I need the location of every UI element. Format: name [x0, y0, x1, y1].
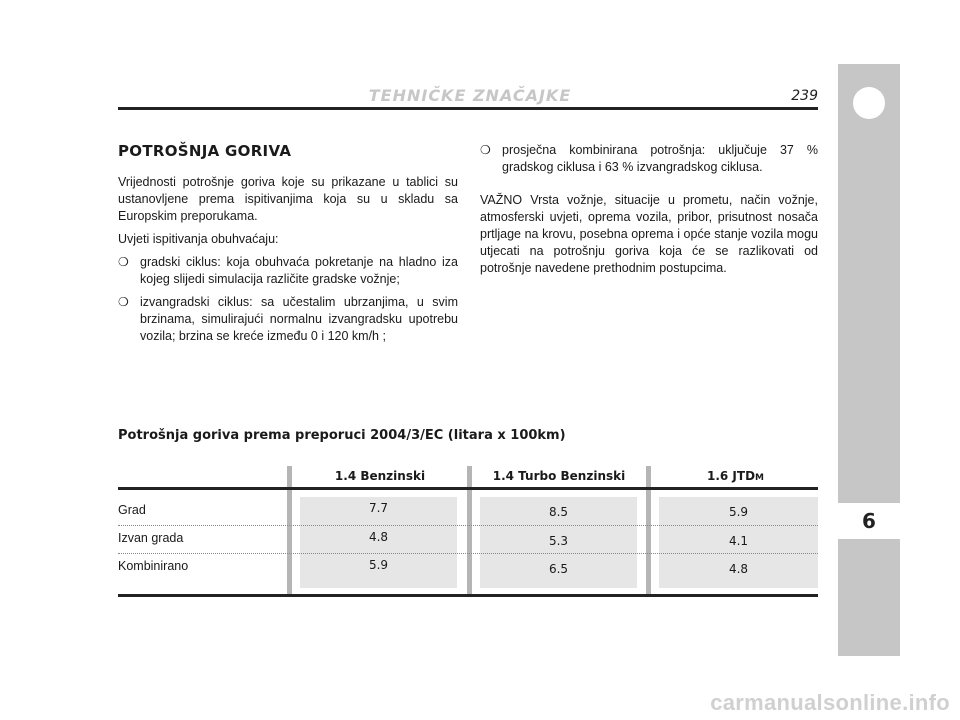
bullet-text: prosječna kombinirana potrošnja: uključuje 37 % gradskog ciklusa i 63 % izvangradskog ciklusa.	[502, 143, 818, 174]
bullet-icon: ❍	[118, 255, 129, 269]
bullet-text: gradski ciklus: koja obuhvaća pokretanje na hladno iza kojeg slijedi simulacija različite gradske vožnje;	[140, 255, 458, 286]
table-cell: 6.5	[548, 562, 569, 576]
column-header-1-4-benzinski	[295, 469, 465, 487]
column-header-1-6-jtdm	[653, 469, 818, 487]
right-column	[480, 142, 818, 283]
table-cell: 5.9	[368, 558, 389, 572]
bullet-item	[118, 254, 458, 288]
chapter-tab-bar	[838, 64, 900, 656]
section-title: TEHNIČKE ZNAČAJKE	[368, 86, 572, 105]
bullet-text: izvangradski ciklus: sa učestalim ubrzanjima, u svim brzinama, simulirajući normalnu izvangradsku upotrebu vozila; brzina se kreće između 0 i 120 km/h ;	[140, 295, 458, 343]
table-cell: 8.5	[548, 505, 569, 519]
bullet-item	[118, 294, 458, 345]
column-header-label: 1.4 Benzinski	[334, 469, 426, 483]
page-number: 239	[791, 88, 818, 104]
important-note: VAŽNO Vrsta vožnje, situacije u prometu, način vožnje, atmosferski uvjeti, oprema vozila, pribor, prisutnost nosača prtljage na krovu, posebna oprema i opće stanje vozila mogu utjecati na potrošnju goriva koja će se razlikovati od potrošnje navedene prethodnim postupcima.	[480, 193, 818, 275]
conditions-label: Uvjeti ispitivanja obuhvaćaju:	[118, 232, 279, 246]
column-header-1-4-turbo	[474, 469, 644, 487]
column-separator	[287, 466, 292, 596]
intro-paragraph: Vrijednosti potrošnje goriva koje su prikazane u tablici su ustanovljene prema ispitivanjima koja su u skladu sa Europskim preporukama.	[118, 175, 458, 223]
table-cell: 4.1	[728, 534, 749, 548]
row-label-grad: Grad	[118, 503, 146, 517]
page-heading: POTROŠNJA GORIVA	[118, 142, 292, 160]
table-title: Potrošnja goriva prema preporuci 2004/3/EC (litara x 100km)	[118, 428, 566, 443]
table-cell: 7.7	[368, 501, 389, 515]
chapter-number: 6	[838, 503, 900, 539]
table-top-rule	[118, 487, 818, 490]
column-header-label: 1.6 JTD	[706, 469, 756, 483]
column-header-label: 1.4 Turbo Benzinski	[492, 469, 626, 483]
bullet-item	[480, 142, 818, 176]
table-cell: 4.8	[728, 562, 749, 576]
column-header-suffix: M	[755, 473, 764, 483]
bullet-icon: ❍	[118, 295, 129, 309]
table-cell: 5.3	[548, 534, 569, 548]
row-divider	[118, 525, 818, 526]
header-rule	[118, 107, 818, 110]
left-column	[118, 142, 458, 351]
row-label-kombinirano: Kombinirano	[118, 559, 189, 573]
bullet-icon: ❍	[480, 143, 491, 157]
watermark: carmanualsonline.info	[710, 690, 950, 715]
column-separator	[646, 466, 651, 596]
column-separator	[467, 466, 472, 596]
table-cell: 4.8	[368, 530, 389, 544]
table-cell: 5.9	[728, 505, 749, 519]
table-bottom-rule	[118, 594, 818, 597]
chapter-tab-circle	[853, 87, 885, 119]
row-label-izvan-grada: Izvan grada	[118, 531, 184, 545]
